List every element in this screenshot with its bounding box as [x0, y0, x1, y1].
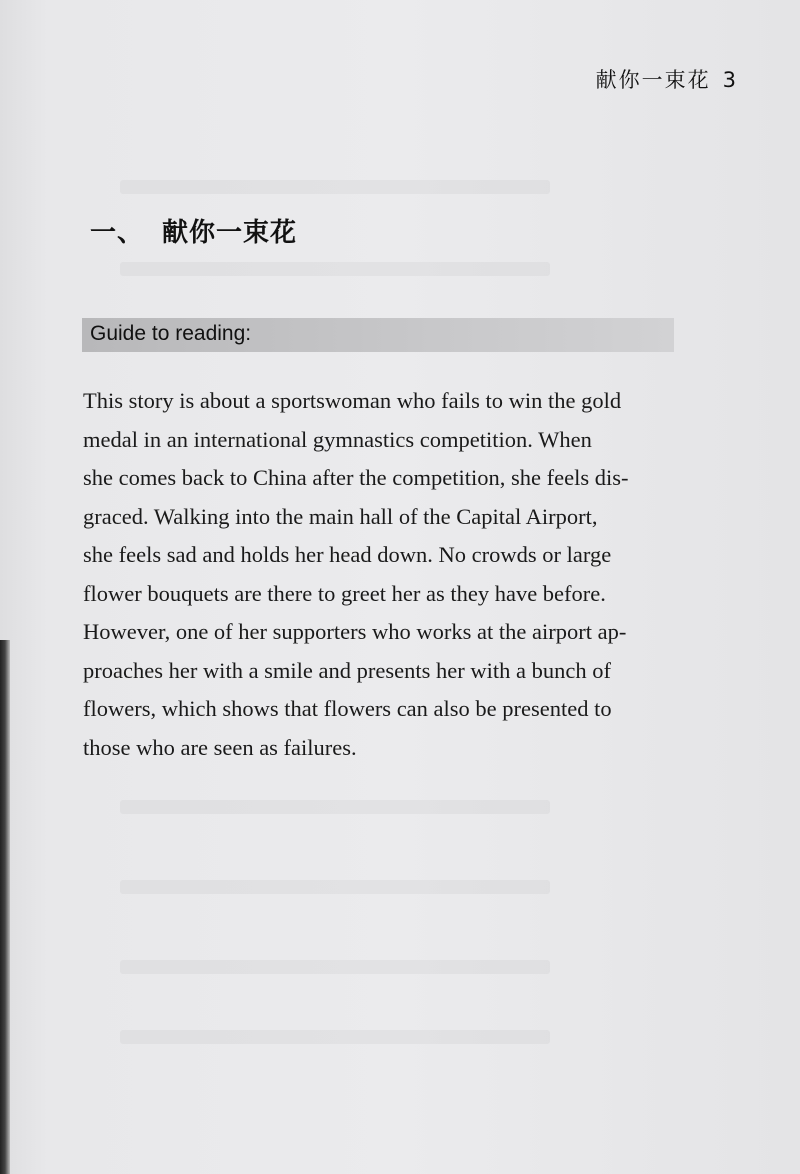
chapter-title-text: 献你一束花 [162, 218, 298, 248]
running-head-title: 献你一束花 [595, 68, 711, 92]
paragraph-line: This story is about a sportswoman who fails to win the gold [83, 388, 622, 413]
paragraph-line: proaches her with a smile and presents her with a bunch of [83, 657, 611, 683]
chapter-title [90, 212, 297, 249]
paragraph-line: However, one of her supporters who works at the airport ap- [83, 619, 627, 644]
guide-heading-label: Guide to reading: [90, 322, 252, 345]
guide-heading-bar [82, 318, 674, 352]
paragraph-line: flower bouquets are there to greet her as they have before. [83, 580, 606, 606]
bleed-through-shadow [120, 1030, 550, 1044]
chapter-number: 一、 [90, 218, 145, 248]
paragraph-line: graced. Walking into the main hall of the Capital Airport, [83, 503, 598, 529]
paragraph-line: she feels sad and holds her head down. No crowds or large [83, 542, 612, 567]
page-number: 3 [722, 68, 738, 92]
running-head [596, 64, 738, 94]
bleed-through-shadow [120, 880, 550, 894]
bleed-through-shadow [120, 800, 550, 814]
paragraph-line: she comes back to China after the competition, she feels dis- [83, 465, 629, 490]
book-spine-edge [0, 640, 10, 1174]
guide-paragraph [83, 382, 681, 767]
bleed-through-shadow [120, 262, 550, 276]
paragraph-line: those who are seen as failures. [83, 734, 357, 760]
paragraph-line: flowers, which shows that flowers can also be presented to [83, 696, 612, 721]
paragraph-line: medal in an international gymnastics competition. When [83, 426, 592, 452]
bleed-through-shadow [120, 180, 550, 194]
bleed-through-shadow [120, 960, 550, 974]
